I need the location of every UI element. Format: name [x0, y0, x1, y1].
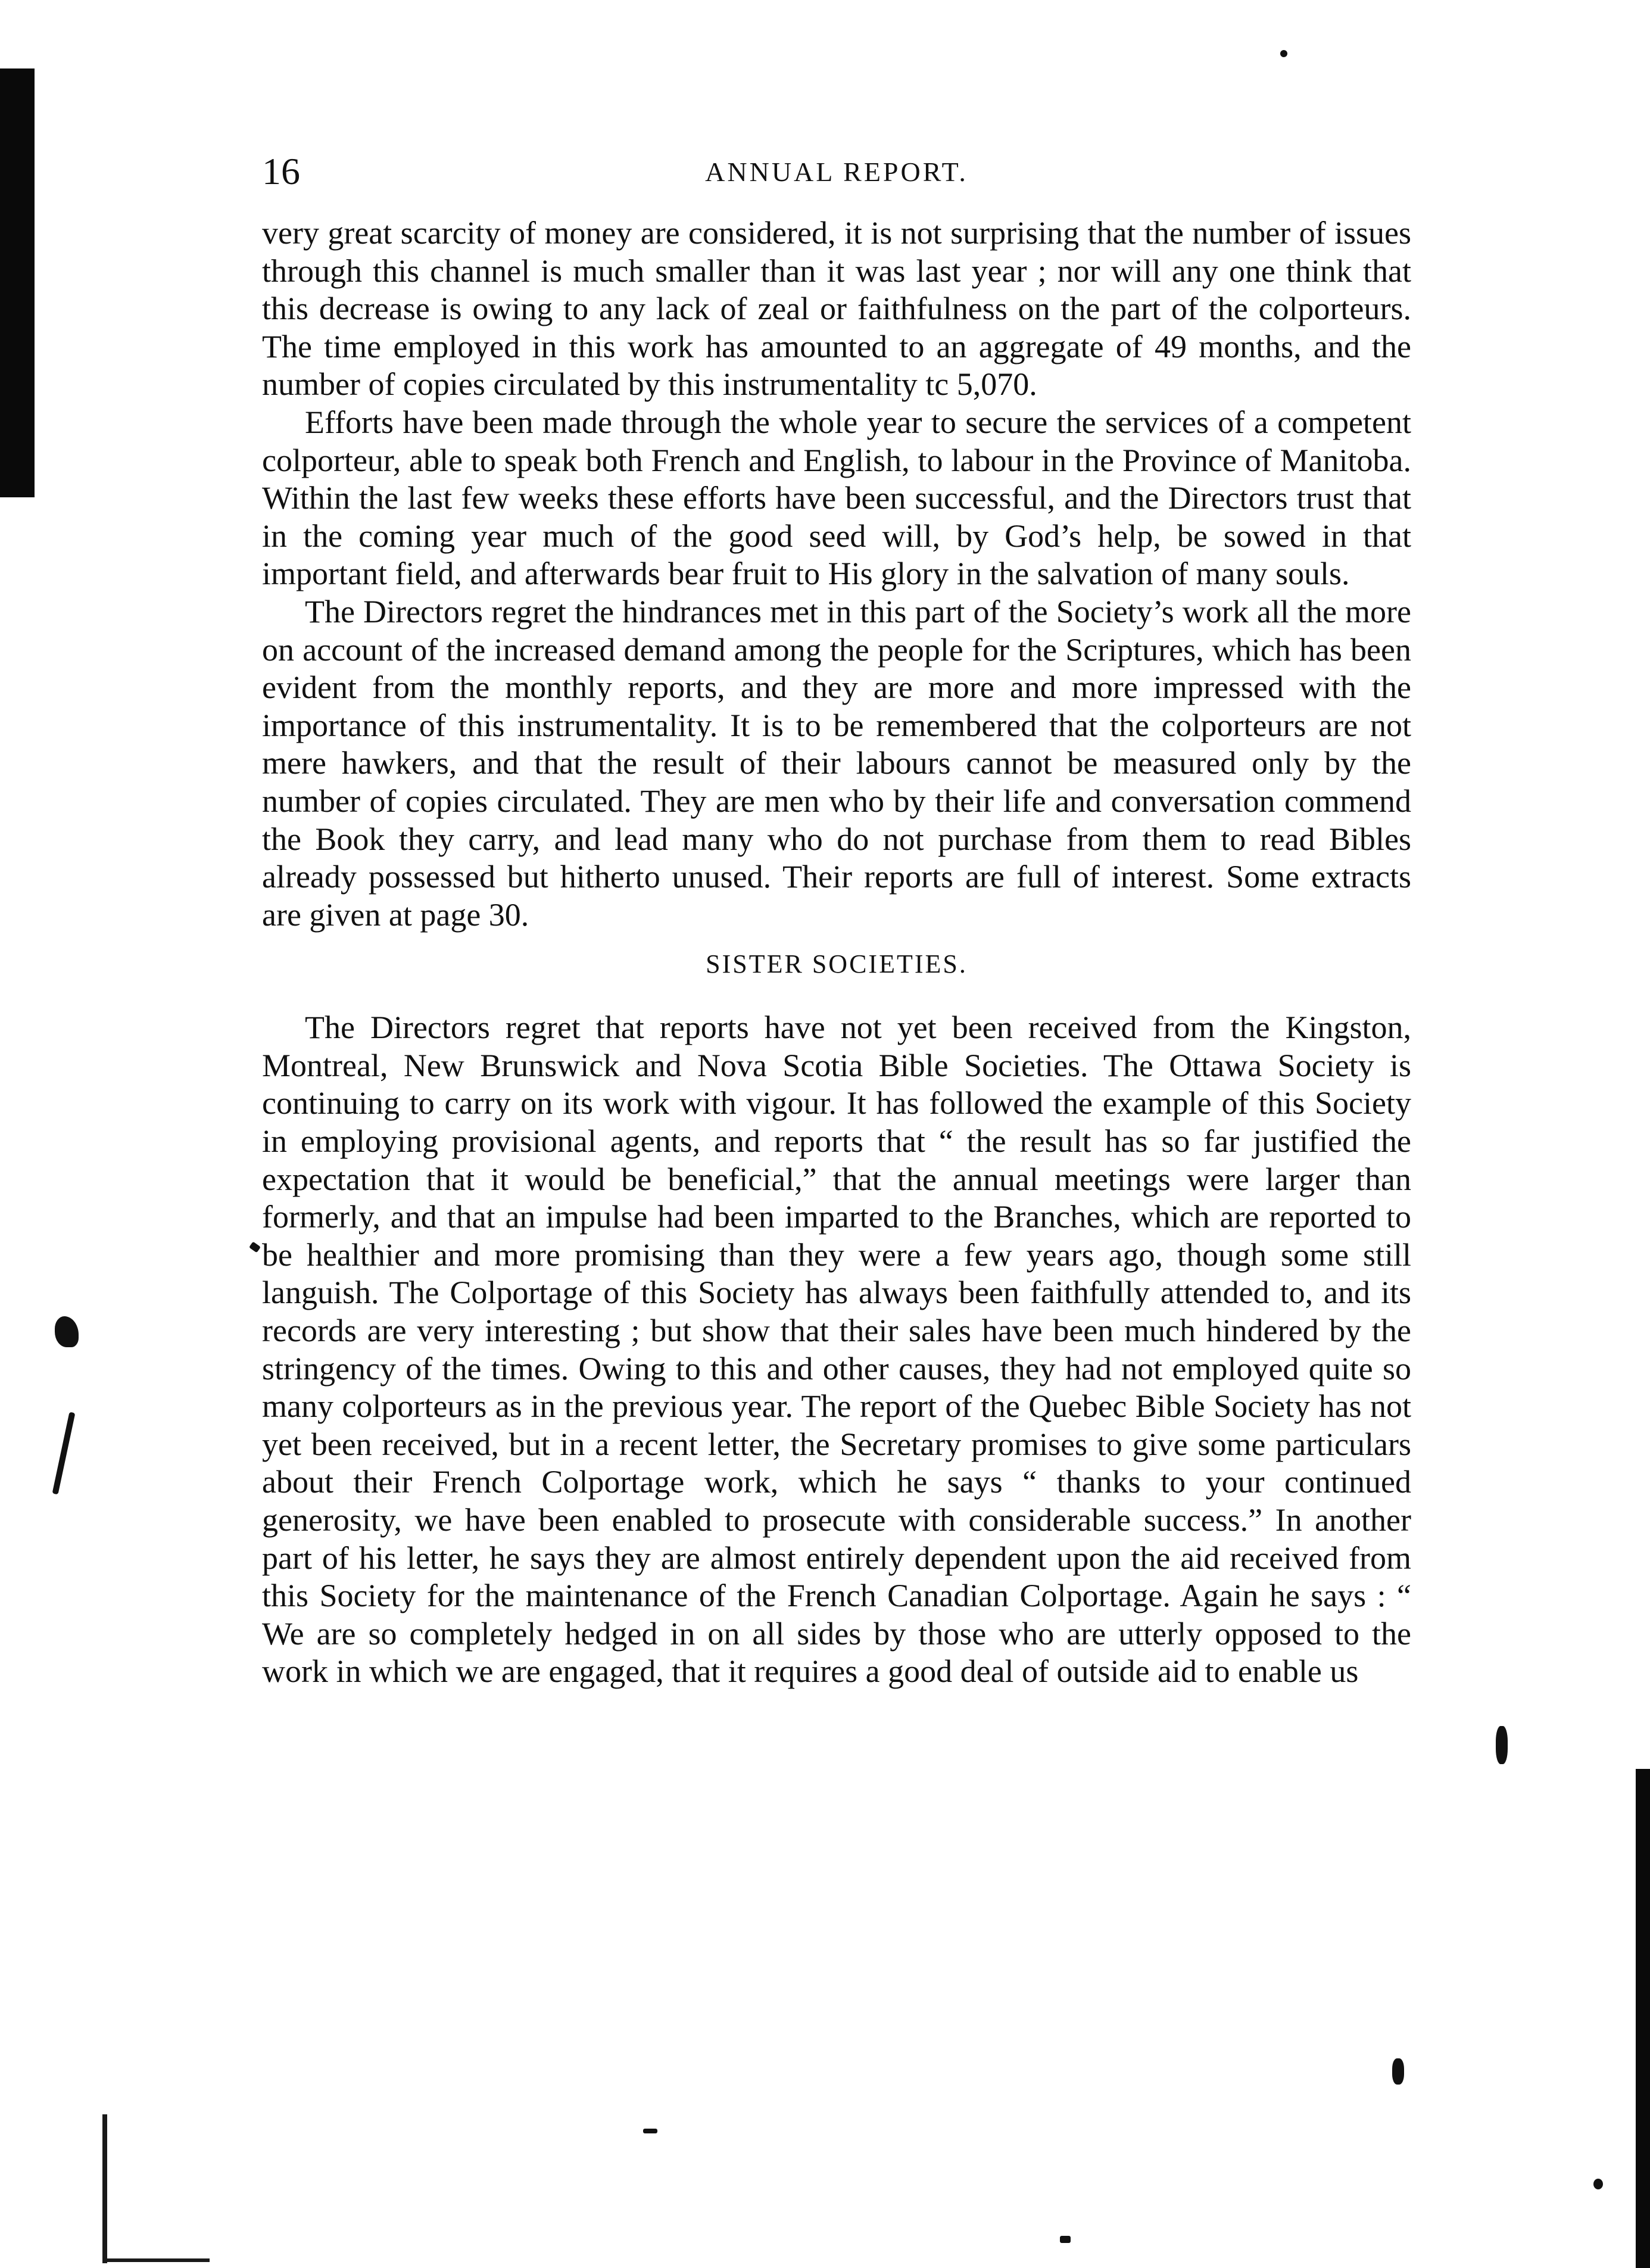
ink-speck: [643, 2129, 657, 2133]
page-number: 16: [262, 150, 300, 192]
paragraph: The Directors regret that reports have not yet been received from the Kingston, Montreal, New Brunswick and Nova Scotia Bible Societies. The Ottawa Society is continuing to carry on its work with vigour. It has followed the example of this Society in employing provisional agents, and reports that “ the result has so far justified the expectation that it would be beneficial,” that the annual meetings were larger than formerly, and that an impulse had been imparted to the Branches, which are reported to be healthier and more promising than they were a few years ago, though some still languish. The Colportage of this Society has always been faithfully attended to, and its records are very interesting ; but show that their sales have been much hindered by the stringency of the times. Owing to this and other causes, they had not employed quite so many colporteurs as in the previous year. The report of the Quebec Bible Society has not yet been received, but in a recent letter, the Secretary promises to give some particulars about their French Colportage work, which he says “ thanks to your continued generosity, we have been enabled to prosecute with considerable success.” In another part of his letter, he says they are almost entirely dependent upon the aid received from this Society for the maintenance of the French Canadian Colportage. Again he says : “ We are so completely hedged in on all sides by those who are utterly opposed to the work in which we are engaged, that it requires a good deal of outside aid to enable us: [262, 1010, 1411, 1690]
ink-speck: [1280, 50, 1287, 57]
section-heading: SISTER SOCIETIES.: [706, 949, 968, 979]
body-text: [262, 214, 1411, 1691]
ink-speck: [52, 1412, 76, 1494]
ink-speck: [1593, 2179, 1603, 2189]
ink-speck: [1496, 1726, 1508, 1764]
spacer: [262, 995, 1411, 1009]
scan-edge-left: [0, 68, 35, 497]
paragraph: Efforts have been made through the whole year to secure the services of a competent colporteur, able to speak both French and English, to labour in the Province of Manitoba. Within the last few weeks these efforts have been successful, and the Directors trust that in the coming year much of the good seed will, by God’s help, be sowed in that important field, and afterwards bear fruit to His glory in the salvation of many souls.: [262, 404, 1411, 592]
running-head: [262, 148, 1411, 201]
scan-edge-bottom: [102, 2258, 210, 2262]
paragraph: very great scarcity of money are considered, it is not surprising that the number of issues through this channel is much smaller than it was last year ; nor will any one think that this decrease is owing to any lack of zeal or faithfulness on the part of the colporteurs. The time employed in this work has amounted to an aggregate of 49 months, and the number of copies circulated by this instrumentality tc 5,070.: [262, 215, 1411, 403]
ink-speck: [249, 1241, 261, 1253]
scan-edge-right: [1636, 1769, 1650, 2268]
ink-speck: [1392, 2058, 1404, 2085]
paragraph: The Directors regret the hindrances met in this part of the Society’s work all the more on account of the increased demand among the people for the Scriptures, which has been evident from the monthly reports, and they are more and more impressed with the importance of this instrumentality. It is to be remembered that the colporteurs are not mere hawkers, and that the result of their labours cannot be measured only by the number of copies circulated. They are men who by their life and conversation commend the Book they carry, and lead many who do not purchase from them to read Bibles already possessed but hitherto unused. Their reports are full of interest. Some extracts are given at page 30.: [262, 593, 1411, 933]
running-title: ANNUAL REPORT.: [705, 157, 968, 187]
ink-speck: [1060, 2236, 1071, 2243]
scan-edge-left-lower: [102, 2114, 107, 2263]
ink-speck: [55, 1316, 79, 1347]
